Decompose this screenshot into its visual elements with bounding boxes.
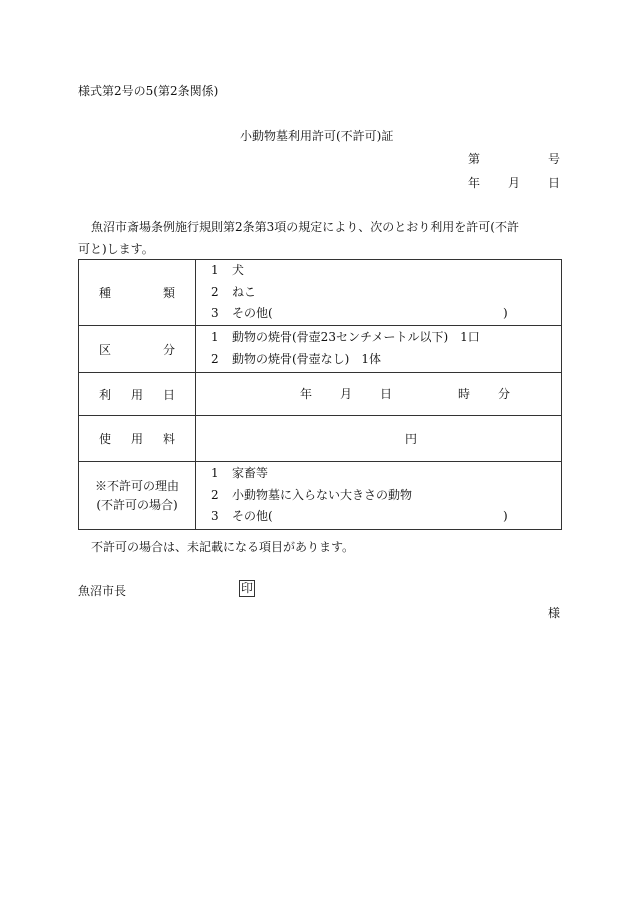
row-type — [79, 260, 562, 326]
type-option: 1 犬 — [211, 263, 245, 278]
use-date-label: 利 用 日 — [79, 373, 196, 416]
category-label — [79, 326, 196, 373]
use-date-day: 日 — [380, 387, 393, 401]
fee-unit: 円 — [405, 431, 418, 446]
category-options — [196, 326, 562, 373]
use-date-month: 月 — [340, 387, 353, 401]
type-label-2: 類 — [162, 286, 175, 300]
type-option: 2 ねこ — [211, 284, 257, 299]
row-category — [79, 326, 562, 373]
row-reason — [79, 462, 562, 530]
fee-value — [196, 416, 562, 462]
category-option: 2 動物の焼骨(骨壺なし) 1体 — [211, 352, 381, 366]
reason-label — [79, 462, 196, 530]
use-date-hour: 時 — [458, 387, 471, 401]
date-day: 日 — [548, 176, 561, 190]
type-options — [196, 260, 562, 326]
date-month: 月 — [508, 176, 521, 190]
reason-options — [196, 462, 562, 530]
use-date-value — [196, 373, 562, 416]
use-date-year: 年 — [300, 387, 313, 401]
reason-label-1: ※不許可の理由 — [94, 478, 179, 493]
reason-option: 3 その他( ) — [211, 509, 508, 524]
form-number: 様式第2号の5(第2条関係) — [78, 84, 219, 98]
date-year: 年 — [468, 176, 481, 190]
fee-label: 使 用 料 — [79, 416, 196, 462]
type-label — [79, 260, 196, 326]
type-option: 3 その他( ) — [211, 306, 508, 321]
body-text-line2: 可と)します。 — [78, 242, 154, 256]
category-label-2: 分 — [162, 342, 175, 357]
page-title: 小動物墓利用許可(不許可)証 — [240, 129, 394, 143]
category-label-1: 区 — [99, 342, 112, 357]
type-label-1: 種 — [99, 286, 112, 300]
category-option: 1 動物の焼骨(骨壺23センチメートル以下) 1口 — [211, 330, 480, 345]
footer-note: 不許可の場合は、未記載になる項目があります。 — [91, 540, 355, 554]
reason-option: 1 家畜等 — [211, 466, 269, 481]
reason-option: 2 小動物墓に入らない大きさの動物 — [211, 487, 413, 502]
number-dai: 第 — [468, 152, 481, 166]
number-go: 号 — [548, 152, 561, 166]
row-use-date — [79, 373, 562, 416]
mayor-label: 魚沼市長 — [78, 584, 127, 598]
reason-label-2: (不許可の場合) — [96, 497, 178, 512]
body-text-line1: 魚沼市斎場条例施行規則第2条第3項の規定により、次のとおり利用を許可(不許 — [91, 220, 519, 234]
seal-stamp: 印 — [241, 581, 254, 595]
use-date-minute: 分 — [498, 387, 511, 401]
addressee-suffix: 様 — [548, 606, 561, 620]
row-fee — [79, 416, 562, 462]
permit-table — [78, 259, 562, 530]
